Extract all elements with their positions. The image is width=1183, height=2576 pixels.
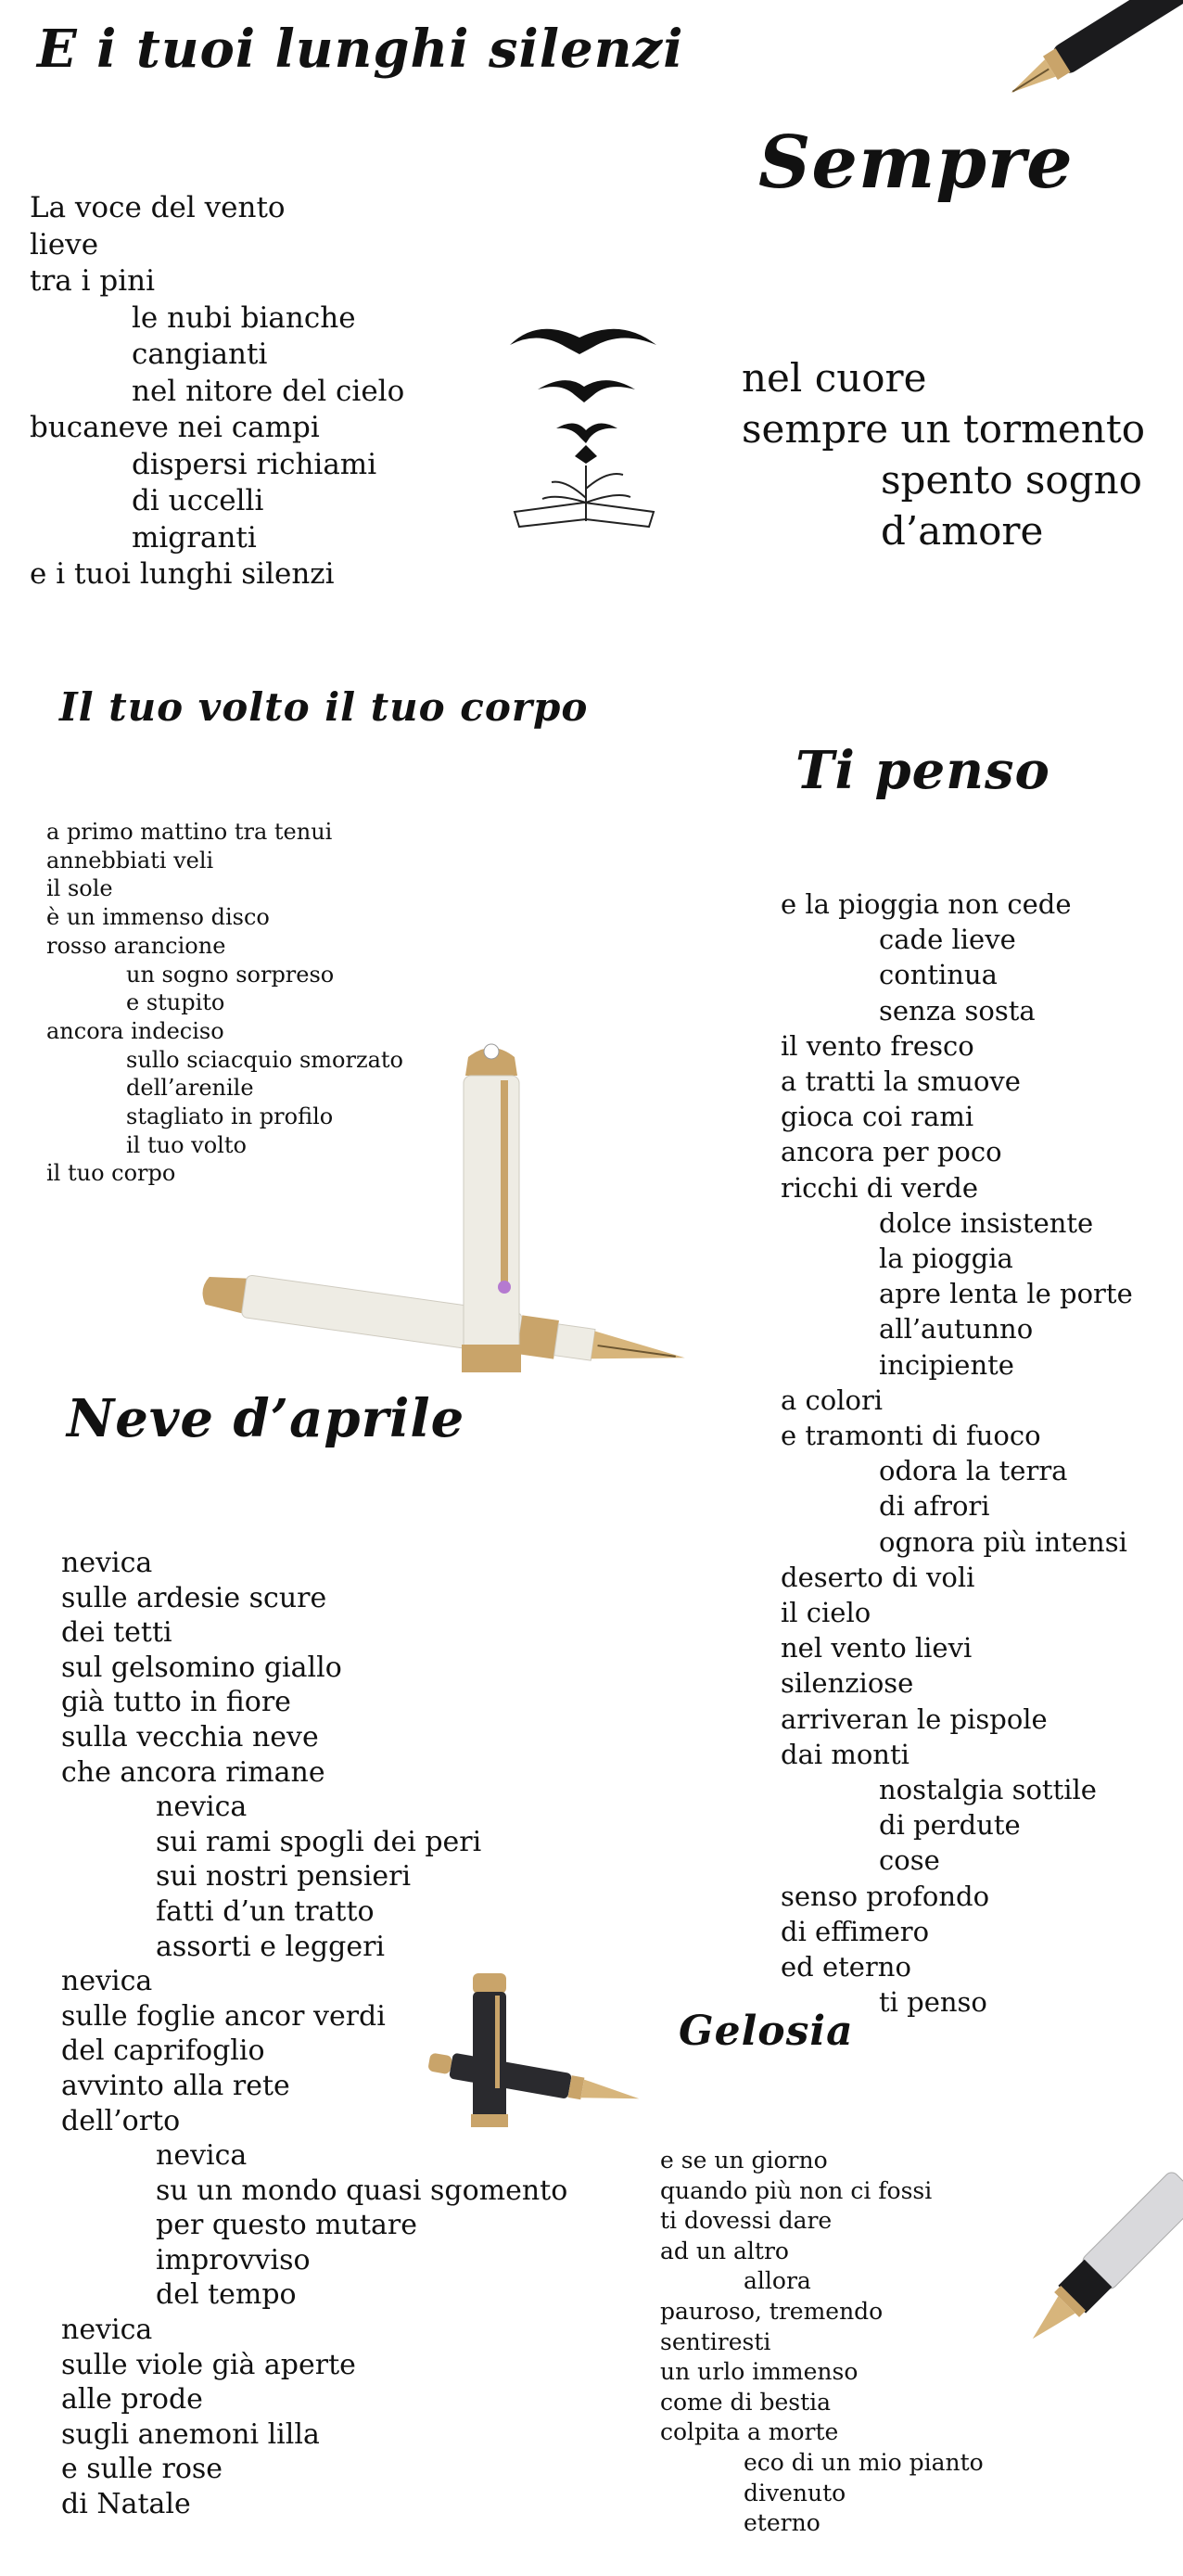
poem-line: ti penso — [879, 1986, 987, 2019]
poem-line: senso profondo — [781, 1880, 990, 1912]
poem-line: rosso arancione — [46, 932, 226, 959]
poem-line: incipiente — [879, 1348, 1014, 1381]
poem-line: spento sogno — [881, 457, 1142, 503]
silver-pen-nib-icon — [1007, 2188, 1183, 2365]
poem-line: e la pioggia non cede — [781, 888, 1072, 920]
poem-line: alle prode — [61, 2383, 203, 2417]
poem-line: le nubi bianche — [132, 300, 356, 335]
poem-line: silenziose — [781, 1667, 914, 1700]
poem-line: ad un altro — [660, 2237, 789, 2264]
poem-line: come di bestia — [660, 2388, 832, 2416]
poem-line: dolce insistente — [879, 1206, 1094, 1239]
poem-line: sullo sciacquio smorzato — [126, 1046, 404, 1073]
poem-line: pauroso, tremendo — [660, 2297, 884, 2325]
poem-line: e se un giorno — [660, 2147, 828, 2174]
poem-line: la pioggia — [879, 1243, 1013, 1275]
poem-line: dai monti — [781, 1738, 910, 1770]
poem-line: dell’arenile — [126, 1075, 254, 1102]
poem-line: il sole — [46, 875, 113, 902]
poem-line: La voce del vento — [30, 191, 286, 224]
poem-line: apre lenta le porte — [879, 1278, 1133, 1310]
poem-line: e sulle rose — [61, 2453, 223, 2486]
birds-book-illustration — [501, 317, 668, 532]
poem-line: di perdute — [879, 1809, 1021, 1842]
poem-line: e tramonti di fuoco — [781, 1420, 1041, 1452]
poem-body — [660, 2146, 984, 2539]
poem-line: per questo mutare — [156, 2209, 417, 2242]
poem-title: E i tuoi lunghi silenzi — [37, 19, 684, 80]
poem-line: ognora più intensi — [879, 1525, 1127, 1558]
poem-line: che ancora rimane — [61, 1755, 325, 1789]
poem-line: nevica — [61, 2314, 153, 2347]
poem-title: Gelosia — [679, 2008, 854, 2055]
poem-line: sempre un tormento — [742, 406, 1145, 452]
poem-line: ancora per poco — [781, 1136, 1002, 1168]
poem-line: il tuo corpo — [46, 1160, 176, 1187]
poem-line: odora la terra — [879, 1455, 1068, 1487]
poem-line: stagliato in profilo — [126, 1103, 334, 1130]
poem-line: nevica — [156, 1791, 248, 1824]
poem-line: dispersi richiami — [132, 447, 377, 481]
poem-line: è un immenso disco — [46, 904, 270, 931]
poem-line: di Natale — [61, 2488, 191, 2521]
poem-line: già tutto in fiore — [61, 1686, 291, 1719]
poem-line: nevica — [61, 1547, 153, 1579]
poem-line: eterno — [744, 2509, 820, 2537]
poem-line: e i tuoi lunghi silenzi — [30, 557, 335, 591]
poem-line: assorti e leggeri — [156, 1930, 386, 1963]
poem-line: sulla vecchia neve — [61, 1720, 319, 1753]
poem-line: nel vento lievi — [781, 1632, 973, 1664]
poem-line: di uccelli — [132, 484, 264, 517]
poem-body — [30, 190, 404, 593]
white-fountain-pen-image — [185, 1039, 797, 1428]
poem-line: su un mondo quasi sgomento — [156, 2174, 568, 2207]
poem-line: nostalgia sottile — [879, 1774, 1097, 1806]
poem-line: cose — [879, 1844, 940, 1877]
poem-title: Ti penso — [795, 740, 1050, 801]
poem-line: d’amore — [881, 508, 1044, 554]
poem-line: ricchi di verde — [781, 1171, 978, 1204]
poem-title: Il tuo volto il tuo corpo — [59, 684, 589, 730]
poem-line: tra i pini — [30, 264, 156, 298]
poem-line: continua — [879, 959, 998, 991]
poem-line: del tempo — [156, 2278, 297, 2312]
poem-line: improvviso — [156, 2243, 311, 2276]
poem-line: a colori — [781, 1384, 884, 1416]
poem-line: e stupito — [126, 989, 225, 1016]
poem-line: un urlo immenso — [660, 2358, 859, 2386]
poem-line: il cielo — [781, 1597, 871, 1629]
poem-line: sulle viole già aperte — [61, 2348, 356, 2381]
poem-line: annebbiati veli — [46, 847, 214, 874]
poem-body — [742, 352, 1145, 556]
poem-line: a primo mattino tra tenui — [46, 819, 333, 845]
poem-line: a tratti la smuove — [781, 1065, 1021, 1098]
poem-line: un sogno sorpreso — [126, 961, 335, 988]
poem-line: arriveran le pispole — [781, 1702, 1048, 1735]
poem-line: il vento fresco — [781, 1029, 974, 1062]
poem-line: nel cuore — [742, 355, 927, 401]
poem-line: ancora indeciso — [46, 1017, 224, 1044]
poem-line: deserto di voli — [781, 1561, 975, 1593]
black-fountain-pen-image — [417, 1966, 658, 2133]
poem-line: bucaneve nei campi — [30, 411, 320, 444]
poem-line: di effimero — [781, 1915, 930, 1947]
poem-line: del caprifoglio — [61, 2034, 265, 2068]
poem-line: lieve — [30, 227, 99, 261]
poem-line: colpita a morte — [660, 2418, 839, 2446]
poem-line: nel nitore del cielo — [132, 374, 405, 408]
poem-line: sulle ardesie scure — [61, 1581, 327, 1614]
poem-line: nevica — [61, 1965, 153, 1998]
poem-line: fatti d’un tratto — [156, 1894, 375, 1928]
poem-line: sugli anemoni lilla — [61, 2417, 320, 2451]
poem-line: dei tetti — [61, 1616, 172, 1650]
poem-line: sui rami spogli dei peri — [156, 1825, 482, 1858]
poem-title: Sempre — [758, 121, 1074, 205]
poem-line: sentiresti — [660, 2327, 771, 2355]
poem-line: il tuo volto — [126, 1131, 247, 1158]
poem-line: cade lieve — [879, 924, 1016, 956]
poem-line: senza sosta — [879, 994, 1036, 1027]
poem-line: gioca coi rami — [781, 1101, 974, 1133]
poem-line: nevica — [156, 2139, 248, 2173]
poem-line: migranti — [132, 520, 257, 555]
poem-line: sul gelsomino giallo — [61, 1651, 342, 1684]
poem-line: avvinto alla rete — [61, 2069, 290, 2102]
poem-line: ti dovessi dare — [660, 2207, 833, 2235]
poem-line: di afrori — [879, 1490, 990, 1523]
poem-line: cangianti — [132, 338, 268, 371]
poem-line: sui nostri pensieri — [156, 1860, 412, 1894]
poem-line: allora — [744, 2267, 811, 2295]
poem-line: dell’orto — [61, 2104, 181, 2137]
poem-line: divenuto — [744, 2479, 846, 2506]
poem-line: all’autunno — [879, 1313, 1034, 1345]
poem-title: Neve d’aprile — [67, 1388, 465, 1449]
fountain-pen-nib-icon — [973, 0, 1183, 116]
poem-line: sulle foglie ancor verdi — [61, 1999, 386, 2033]
poem-line: ed eterno — [781, 1951, 911, 1983]
poem-body — [781, 886, 1133, 2021]
poem-line: eco di un mio pianto — [744, 2448, 984, 2476]
poem-line: quando più non ci fossi — [660, 2176, 933, 2204]
